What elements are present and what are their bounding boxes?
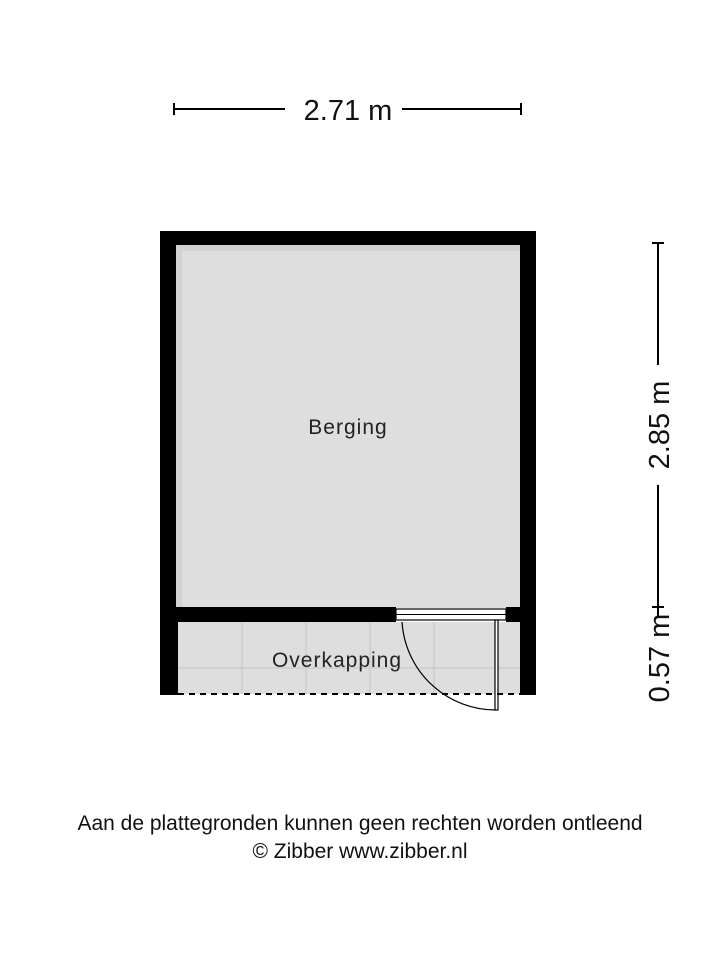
porch-depth-dimension [644,607,676,702]
room-label-overkapping: Overkapping [271,649,403,672]
width-dimension [174,95,521,127]
porch-depth-label: 0.57 m [644,613,676,703]
copyright-text: © Zibber www.zibber.nl [252,840,468,863]
height-dimension [644,243,676,607]
door-threshold [396,609,506,620]
width-label: 2.71 m [303,95,393,127]
disclaimer-text: Aan de plattegronden kunnen geen rechten worden ontleend [77,812,643,835]
room-label-berging: Berging [308,416,388,439]
height-label: 2.85 m [644,380,676,470]
